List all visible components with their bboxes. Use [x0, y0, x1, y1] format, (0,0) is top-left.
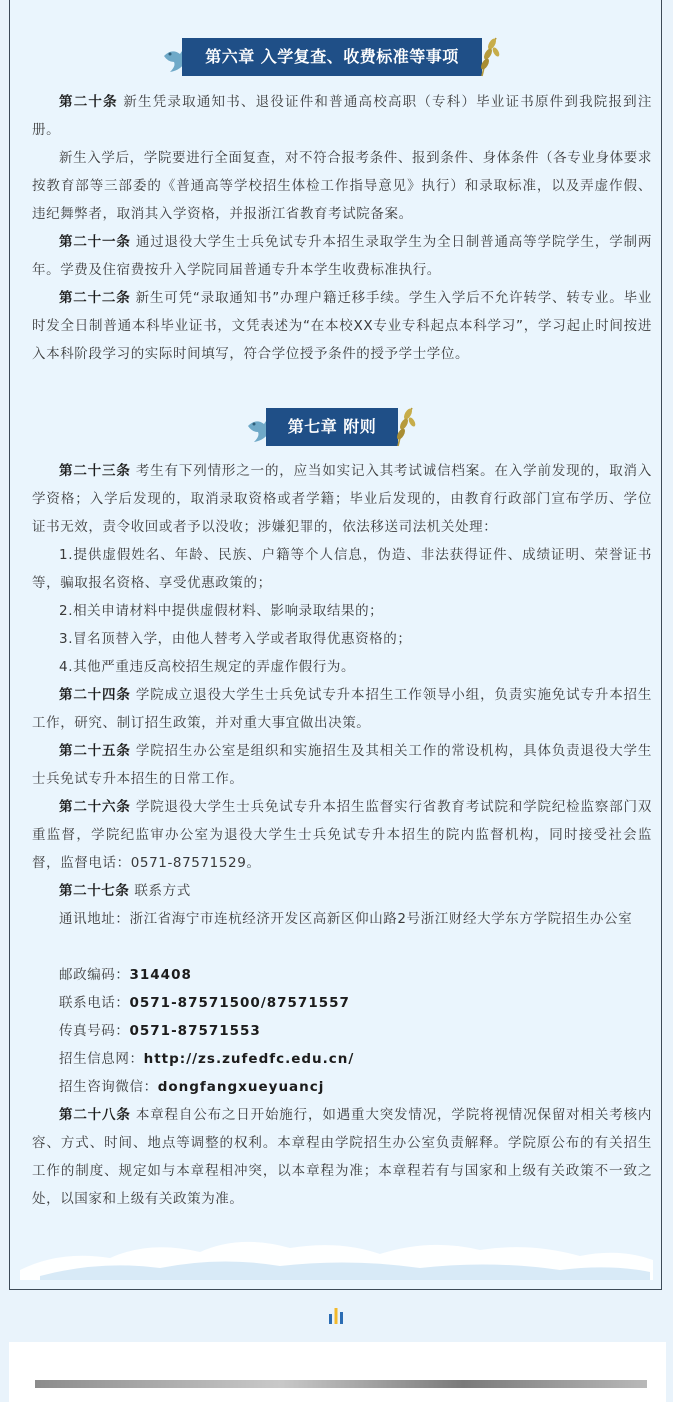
next-section-card [9, 1342, 666, 1402]
article-23 [32, 457, 652, 541]
phone-value: 0571-87571500/87571557 [129, 995, 350, 1011]
phone-label: 联系电话： [59, 995, 130, 1011]
leaf-branch-icon [476, 34, 500, 78]
article-text: 学院退役大学生士兵免试专升本招生监督实行省教育考试院和学院纪检监察部门双重监督，学院纪监审办公室为退役大学生士兵免试专升本招生的院内监督机构，同时接受社会监督，监督电话：0571-87571529。 [32, 799, 652, 871]
website-link[interactable]: http://zs.zufedfc.edu.cn/ [143, 1051, 355, 1067]
chapter-6-heading [10, 34, 661, 80]
article-text: 通过退役大学生士兵免试专升本招生录取学生为全日制普通高等学院学生，学制两年。学费及住宿费按升入学院同届普通专升本学生收费标准执行。 [32, 234, 652, 278]
content-card [9, 0, 662, 1290]
postcode-value: 314408 [129, 967, 192, 983]
article-label: 第二十六条 [59, 799, 131, 815]
article-25 [32, 737, 652, 793]
article-text: 新生可凭“录取通知书”办理户籍迁移手续。学生入学后不允许转学、转专业。毕业时发全日制普通本科毕业证书，文凭表述为“在本校XX专业专科起点本科学习”，学习起止时间按进入本科阶段学习的实际时间填写，符合学位授予条件的授予学士学位。 [32, 290, 652, 362]
article-label: 第二十三条 [59, 463, 131, 479]
article-text: 联系方式 [134, 883, 191, 899]
fax-value: 0571-87571553 [129, 1023, 261, 1039]
contact-fax [32, 1017, 652, 1045]
list-item: 2.相关申请材料中提供虚假材料、影响录取结果的； [59, 603, 384, 619]
address-value: 浙江省海宁市连杭经济开发区高新区仰山路2号浙江财经大学东方学院招生办公室 [129, 911, 633, 927]
article-text: 学院招生办公室是组织和实施招生及其相关工作的常设机构，具体负责退役大学生士兵免试专升本招生的日常工作。 [32, 743, 652, 787]
article-20 [32, 88, 652, 144]
article-24 [32, 681, 652, 737]
list-item: 1.提供虚假姓名、年龄、民族、户籍等个人信息，伪造、非法获得证件、成绩证明、荣誉证书等，骗取报名资格、享受优惠政策的； [32, 547, 652, 591]
article-28 [32, 1101, 652, 1213]
web-label: 招生信息网： [59, 1051, 144, 1067]
wechat-label: 招生咨询微信： [59, 1079, 158, 1095]
article-26 [32, 793, 652, 877]
image-strip [35, 1380, 647, 1388]
contact-website [32, 1045, 652, 1073]
chapter-6-title: 第六章 入学复查、收费标准等事项 [182, 38, 482, 76]
bars-divider-icon [327, 1305, 345, 1325]
article-label: 第二十七条 [59, 883, 130, 899]
contact-phone [32, 989, 652, 1017]
contact-wechat [32, 1073, 652, 1101]
contact-postcode [32, 961, 652, 989]
clouds-decoration [20, 1210, 653, 1280]
article-label: 第二十八条 [59, 1107, 131, 1123]
article-21 [32, 228, 652, 284]
chapter-7-heading [10, 404, 661, 450]
wechat-value: dongfangxueyuancj [157, 1079, 325, 1095]
article-text: 新生凭录取通知书、退役证件和普通高校高职（专科）毕业证书原件到我院报到注册。 [32, 94, 652, 138]
article-27 [32, 877, 652, 905]
article-22 [32, 284, 652, 368]
recheck-paragraph: 新生入学后，学院要进行全面复查，对不符合报考条件、报到条件、身体条件（各专业身体要求按教育部等三部委的《普通高等学校招生体检工作指导意见》执行）和录取标准，以及弄虚作假、违纪舞弊者，取消其入学资格，并报浙江省教育考试院备案。 [32, 150, 652, 222]
list-item: 3.冒名顶替入学，由他人替考入学或者取得优惠资格的； [59, 631, 412, 647]
contact-address [32, 905, 652, 933]
fax-label: 传真号码： [59, 1023, 130, 1039]
article-label: 第二十条 [59, 94, 118, 110]
list-item: 4.其他严重违反高校招生规定的弄虚作假行为。 [59, 659, 356, 675]
address-label: 通讯地址： [59, 911, 130, 927]
article-text: 学院成立退役大学生士兵免试专升本招生工作领导小组，负责实施免试专升本招生工作，研究、制订招生政策，并对重大事宜做出决策。 [32, 687, 652, 731]
article-label: 第二十一条 [59, 234, 131, 250]
leaf-branch-icon [392, 404, 416, 448]
article-text: 本章程自公布之日开始施行，如遇重大突发情况，学院将视情况保留对相关考核内容、方式、时间、地点等调整的权利。本章程由学院招生办公室负责解释。学院原公布的有关招生工作的制度、规定如与本章程相冲突，以本章程为准；本章程若有与国家和上级有关政策不一致之处，以国家和上级有关政策为准。 [32, 1107, 652, 1207]
postcode-label: 邮政编码： [59, 967, 130, 983]
article-text: 考生有下列情形之一的，应当如实记入其考试诚信档案。在入学前发现的，取消入学资格；入学后发现的，取消录取资格或者学籍；毕业后发现的，由教育行政部门宣布学历、学位证书无效，责令收回或者予以没收；涉嫌犯罪的，依法移送司法机关处理： [32, 463, 652, 535]
article-label: 第二十四条 [59, 687, 131, 703]
article-label: 第二十五条 [59, 743, 131, 759]
article-label: 第二十二条 [59, 290, 131, 306]
chapter-7-title: 第七章 附则 [266, 408, 398, 446]
